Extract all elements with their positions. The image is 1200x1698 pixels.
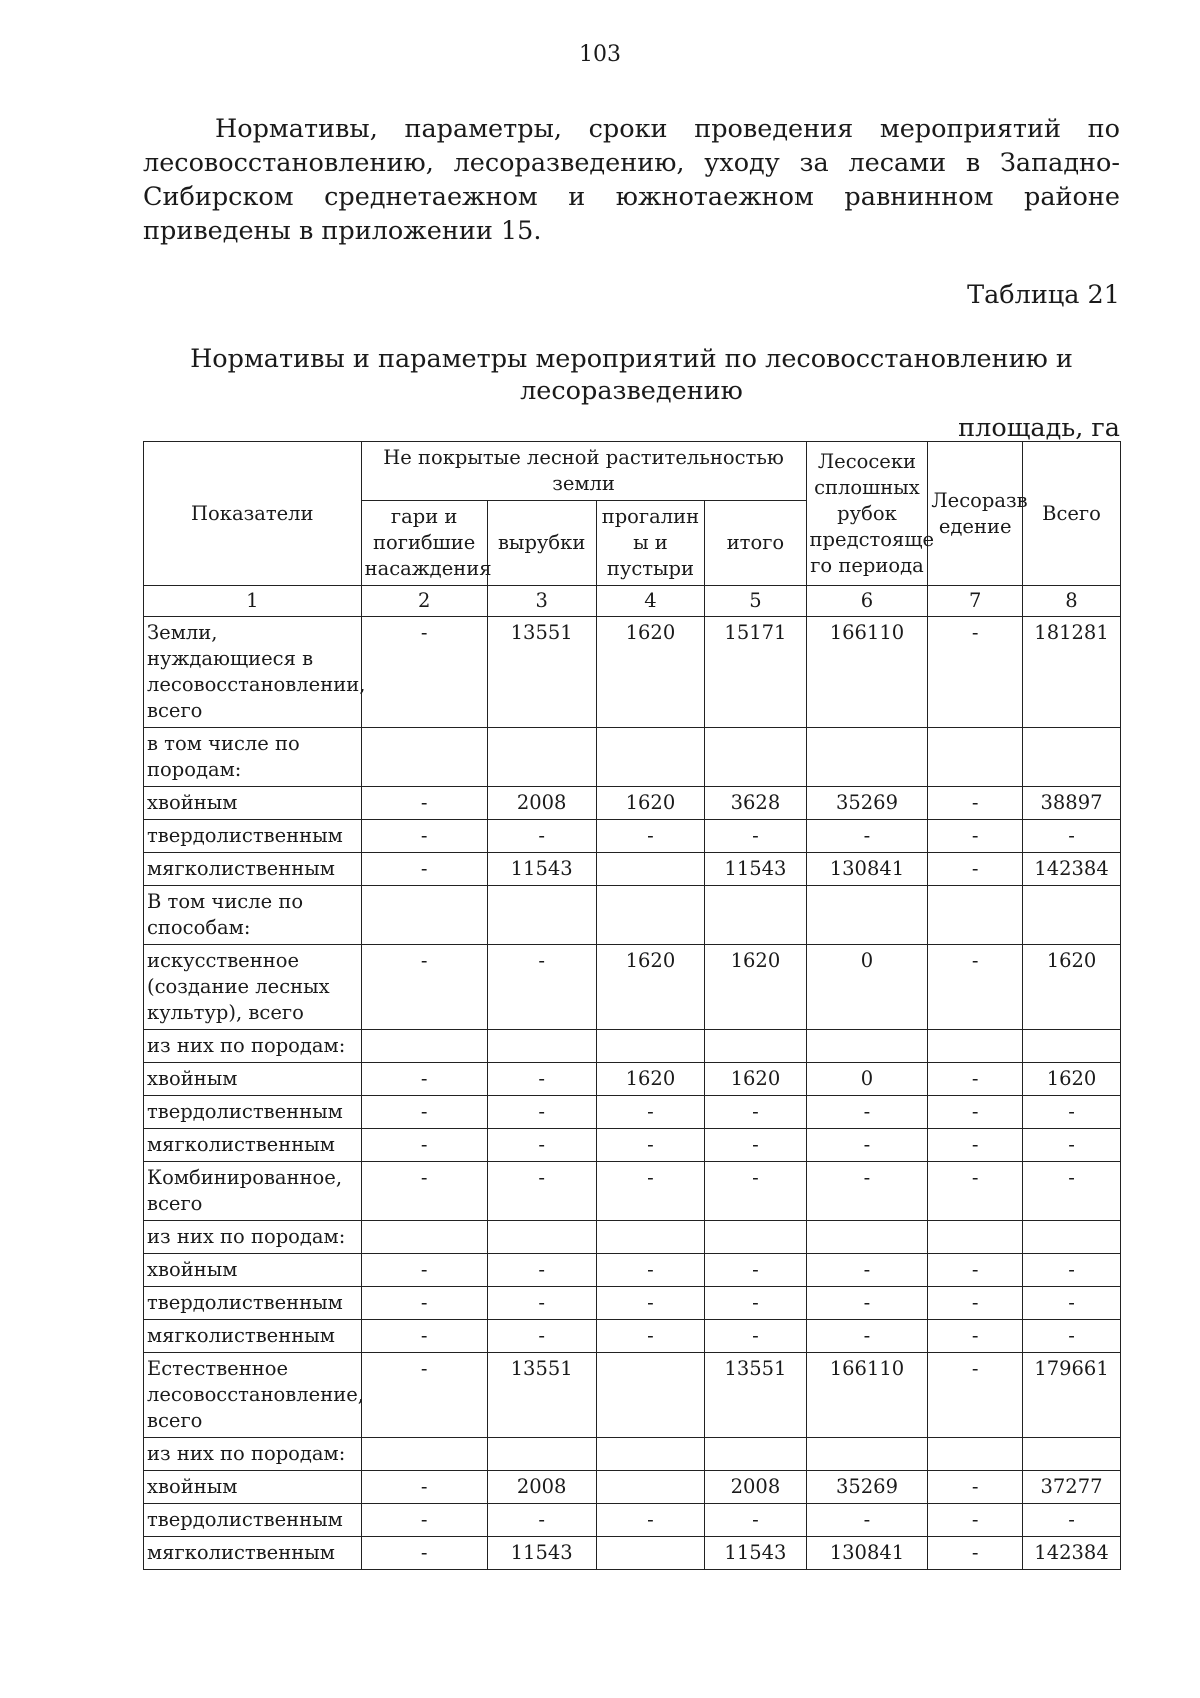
table-cell: - xyxy=(928,945,1023,1030)
table-cell: 13551 xyxy=(705,1353,806,1438)
table-row xyxy=(144,820,1121,853)
column-number: 1 xyxy=(144,586,362,617)
table-cell: - xyxy=(806,1287,928,1320)
header-indicators: Показатели xyxy=(144,442,362,586)
table-cell: - xyxy=(361,1287,487,1320)
page-number: 103 xyxy=(579,42,621,67)
header-subtotal: итого xyxy=(705,501,806,586)
table-row xyxy=(144,1287,1121,1320)
table-cell xyxy=(596,1030,705,1063)
table-cell xyxy=(361,1438,487,1471)
table-cell xyxy=(596,1353,705,1438)
header-glades: прогалин ы и пустыри xyxy=(596,501,705,586)
table-cell xyxy=(705,886,806,945)
table-cell xyxy=(928,1221,1023,1254)
table-cell xyxy=(361,1030,487,1063)
row-label: Естественное лесовосстановление, всего xyxy=(144,1353,362,1438)
table-cell: - xyxy=(361,1320,487,1353)
table-cell: - xyxy=(928,1063,1023,1096)
table-cell: - xyxy=(361,1254,487,1287)
table-row xyxy=(144,1096,1121,1129)
table-cell: - xyxy=(596,1504,705,1537)
table-cell: - xyxy=(487,945,596,1030)
table-cell xyxy=(806,1030,928,1063)
table-cell: 2008 xyxy=(487,1471,596,1504)
table-cell: 179661 xyxy=(1023,1353,1121,1438)
data-table xyxy=(143,441,1121,1570)
table-cell xyxy=(1023,1030,1121,1063)
table-cell xyxy=(806,1438,928,1471)
table-cell: - xyxy=(1023,1504,1121,1537)
table-cell: 1620 xyxy=(596,1063,705,1096)
table-row xyxy=(144,1063,1121,1096)
table-cell: 11543 xyxy=(487,853,596,886)
table-cell xyxy=(361,1221,487,1254)
table-cell: 166110 xyxy=(806,1353,928,1438)
table-cell: - xyxy=(361,853,487,886)
table-cell: - xyxy=(487,1287,596,1320)
table-cell xyxy=(487,886,596,945)
header-burned: гари и погибшие насаждения xyxy=(361,501,487,586)
table-cell: 11543 xyxy=(487,1537,596,1570)
table-cell: - xyxy=(596,820,705,853)
table-unit: площадь, га xyxy=(958,413,1120,443)
row-label: хвойным xyxy=(144,1471,362,1504)
table-cell: 1620 xyxy=(596,617,705,728)
table-cell: - xyxy=(596,1096,705,1129)
table-row xyxy=(144,1537,1121,1570)
table-cell: 130841 xyxy=(806,853,928,886)
table-cell: - xyxy=(1023,1254,1121,1287)
table-row xyxy=(144,1438,1121,1471)
table-cell: - xyxy=(487,820,596,853)
table-row xyxy=(144,886,1121,945)
column-numbers-row xyxy=(144,586,1121,617)
table-cell: - xyxy=(705,1287,806,1320)
row-label: из них по породам: xyxy=(144,1438,362,1471)
table-cell xyxy=(705,1438,806,1471)
table-cell: - xyxy=(596,1287,705,1320)
table-cell: - xyxy=(361,1504,487,1537)
table-cell xyxy=(705,1221,806,1254)
row-label: из них по породам: xyxy=(144,1030,362,1063)
table-cell: - xyxy=(361,617,487,728)
table-cell: 1620 xyxy=(596,787,705,820)
row-label: мягколиственным xyxy=(144,1320,362,1353)
table-cell xyxy=(487,1221,596,1254)
table-cell: - xyxy=(487,1504,596,1537)
table-row xyxy=(144,1254,1121,1287)
table-cell xyxy=(361,886,487,945)
row-label: искусственное (создание лесных культур), всего xyxy=(144,945,362,1030)
table-cell: - xyxy=(596,1254,705,1287)
table-cell: 1620 xyxy=(1023,945,1121,1030)
table-row xyxy=(144,945,1121,1030)
row-label: мягколиственным xyxy=(144,853,362,886)
table-cell xyxy=(928,886,1023,945)
row-label: мягколиственным xyxy=(144,1129,362,1162)
table-cell xyxy=(705,728,806,787)
row-label: хвойным xyxy=(144,787,362,820)
table-row xyxy=(144,1353,1121,1438)
table-row xyxy=(144,787,1121,820)
table-cell xyxy=(1023,1438,1121,1471)
row-label: твердолиственным xyxy=(144,1096,362,1129)
table-cell: - xyxy=(361,1129,487,1162)
table-cell: 0 xyxy=(806,945,928,1030)
table-cell: - xyxy=(705,1162,806,1221)
table-row xyxy=(144,1030,1121,1063)
table-cell xyxy=(487,728,596,787)
table-cell xyxy=(596,1537,705,1570)
table-cell: 13551 xyxy=(487,1353,596,1438)
table-cell: - xyxy=(806,1320,928,1353)
table-cell xyxy=(596,1438,705,1471)
header-afforestation: Лесоразв едение xyxy=(928,442,1023,586)
header-clearcuts: Лесосеки сплошных рубок предстояще го периода xyxy=(806,442,928,586)
row-label: твердолиственным xyxy=(144,1504,362,1537)
row-label: мягколиственным xyxy=(144,1537,362,1570)
table-cell: 0 xyxy=(806,1063,928,1096)
header-cuttings: вырубки xyxy=(487,501,596,586)
table-cell xyxy=(1023,886,1121,945)
table-cell: - xyxy=(705,1254,806,1287)
table-row xyxy=(144,1162,1121,1221)
table-cell xyxy=(806,728,928,787)
table-cell: 1620 xyxy=(705,1063,806,1096)
table-cell: 15171 xyxy=(705,617,806,728)
column-number: 5 xyxy=(705,586,806,617)
row-label: из них по породам: xyxy=(144,1221,362,1254)
table-cell: - xyxy=(361,1537,487,1570)
table-cell: - xyxy=(705,820,806,853)
row-label: в том числе по породам: xyxy=(144,728,362,787)
table-cell: - xyxy=(705,1129,806,1162)
table-cell: - xyxy=(487,1096,596,1129)
table-cell: 3628 xyxy=(705,787,806,820)
table-cell: - xyxy=(487,1129,596,1162)
table-cell: - xyxy=(1023,820,1121,853)
table-cell: - xyxy=(928,1320,1023,1353)
row-label: твердолиственным xyxy=(144,1287,362,1320)
table-row xyxy=(144,1504,1121,1537)
table-cell xyxy=(596,1471,705,1504)
table-cell: - xyxy=(928,1287,1023,1320)
table-cell: 37277 xyxy=(1023,1471,1121,1504)
table-cell xyxy=(361,728,487,787)
table-cell: - xyxy=(928,1129,1023,1162)
table-cell: - xyxy=(806,1129,928,1162)
column-number: 2 xyxy=(361,586,487,617)
header-group-uncovered: Не покрытые лесной растительностью земли xyxy=(361,442,806,501)
table-title: Нормативы и параметры мероприятий по лесовосстановлению и лесоразведению xyxy=(190,344,1073,406)
table-cell xyxy=(806,1221,928,1254)
table-cell: 1620 xyxy=(705,945,806,1030)
table-cell: - xyxy=(928,1504,1023,1537)
table-cell: 142384 xyxy=(1023,1537,1121,1570)
table-number: Таблица 21 xyxy=(967,280,1120,310)
table-cell: 130841 xyxy=(806,1537,928,1570)
row-label: хвойным xyxy=(144,1254,362,1287)
table-cell: - xyxy=(487,1254,596,1287)
table-cell: - xyxy=(928,1254,1023,1287)
table-cell xyxy=(596,886,705,945)
table-cell: - xyxy=(361,1162,487,1221)
table-cell: 2008 xyxy=(705,1471,806,1504)
table-cell xyxy=(928,1438,1023,1471)
table-cell: - xyxy=(361,945,487,1030)
row-label: твердолиственным xyxy=(144,820,362,853)
column-number: 4 xyxy=(596,586,705,617)
table-cell: - xyxy=(361,1063,487,1096)
table-cell: 166110 xyxy=(806,617,928,728)
table-cell: - xyxy=(806,820,928,853)
table-cell: - xyxy=(1023,1162,1121,1221)
table-cell: - xyxy=(361,820,487,853)
table-cell: - xyxy=(806,1254,928,1287)
table-cell xyxy=(487,1438,596,1471)
column-number: 7 xyxy=(928,586,1023,617)
table-cell: - xyxy=(806,1504,928,1537)
table-cell: - xyxy=(1023,1287,1121,1320)
column-number: 3 xyxy=(487,586,596,617)
table-cell: 11543 xyxy=(705,853,806,886)
table-cell xyxy=(928,728,1023,787)
table-cell xyxy=(596,853,705,886)
row-label: Комбинированное, всего xyxy=(144,1162,362,1221)
table-cell: - xyxy=(596,1162,705,1221)
table-row xyxy=(144,1320,1121,1353)
table-cell: - xyxy=(928,1471,1023,1504)
table-row xyxy=(144,728,1121,787)
row-label: Земли, нуждающиеся в лесовосстановлении, всего xyxy=(144,617,362,728)
table-cell xyxy=(1023,1221,1121,1254)
table-cell: - xyxy=(487,1063,596,1096)
table-cell: - xyxy=(596,1129,705,1162)
table-cell: - xyxy=(928,787,1023,820)
table-row xyxy=(144,617,1121,728)
header-total: Всего xyxy=(1023,442,1121,586)
table-cell: - xyxy=(806,1096,928,1129)
table-cell: 35269 xyxy=(806,787,928,820)
table-body xyxy=(144,586,1121,1570)
table-cell: - xyxy=(928,1353,1023,1438)
table-cell xyxy=(806,886,928,945)
header-row-1 xyxy=(144,442,1121,501)
table-cell: 2008 xyxy=(487,787,596,820)
table-cell: 142384 xyxy=(1023,853,1121,886)
table-row xyxy=(144,1471,1121,1504)
table-cell: - xyxy=(361,1471,487,1504)
table-cell: - xyxy=(1023,1320,1121,1353)
table-cell: - xyxy=(928,820,1023,853)
table-cell: - xyxy=(928,853,1023,886)
table-cell: - xyxy=(928,1537,1023,1570)
table-cell xyxy=(487,1030,596,1063)
table-cell xyxy=(596,1221,705,1254)
table-cell: - xyxy=(928,1096,1023,1129)
table-cell xyxy=(596,728,705,787)
table-cell: 181281 xyxy=(1023,617,1121,728)
table-cell xyxy=(1023,728,1121,787)
table-cell: - xyxy=(487,1320,596,1353)
table-cell: - xyxy=(361,787,487,820)
table-cell: - xyxy=(705,1320,806,1353)
table-cell: - xyxy=(361,1353,487,1438)
table-row xyxy=(144,1221,1121,1254)
table-cell: - xyxy=(1023,1129,1121,1162)
table-cell: 1620 xyxy=(596,945,705,1030)
table-cell: 1620 xyxy=(1023,1063,1121,1096)
table-cell: - xyxy=(596,1320,705,1353)
table-cell: - xyxy=(705,1504,806,1537)
table-cell: - xyxy=(928,1162,1023,1221)
table-cell: - xyxy=(705,1096,806,1129)
column-number: 6 xyxy=(806,586,928,617)
table-cell: - xyxy=(928,617,1023,728)
row-label: хвойным xyxy=(144,1063,362,1096)
table-row xyxy=(144,853,1121,886)
table-row xyxy=(144,1129,1121,1162)
intro-paragraph: Нормативы, параметры, сроки проведения мероприятий по лесовосстановлению, лесоразведению, уходу за лесами в Западно-Сибирском среднетаежном и южнотаежном равнинном районе приведены в приложении 15. xyxy=(143,114,1120,246)
table-cell: 11543 xyxy=(705,1537,806,1570)
table-cell: - xyxy=(1023,1096,1121,1129)
table-cell: - xyxy=(361,1096,487,1129)
table-cell xyxy=(705,1030,806,1063)
column-number: 8 xyxy=(1023,586,1121,617)
table-cell: 35269 xyxy=(806,1471,928,1504)
table-cell: - xyxy=(806,1162,928,1221)
table-cell: 13551 xyxy=(487,617,596,728)
table-cell: 38897 xyxy=(1023,787,1121,820)
table-cell xyxy=(928,1030,1023,1063)
row-label: В том числе по способам: xyxy=(144,886,362,945)
table-cell: - xyxy=(487,1162,596,1221)
